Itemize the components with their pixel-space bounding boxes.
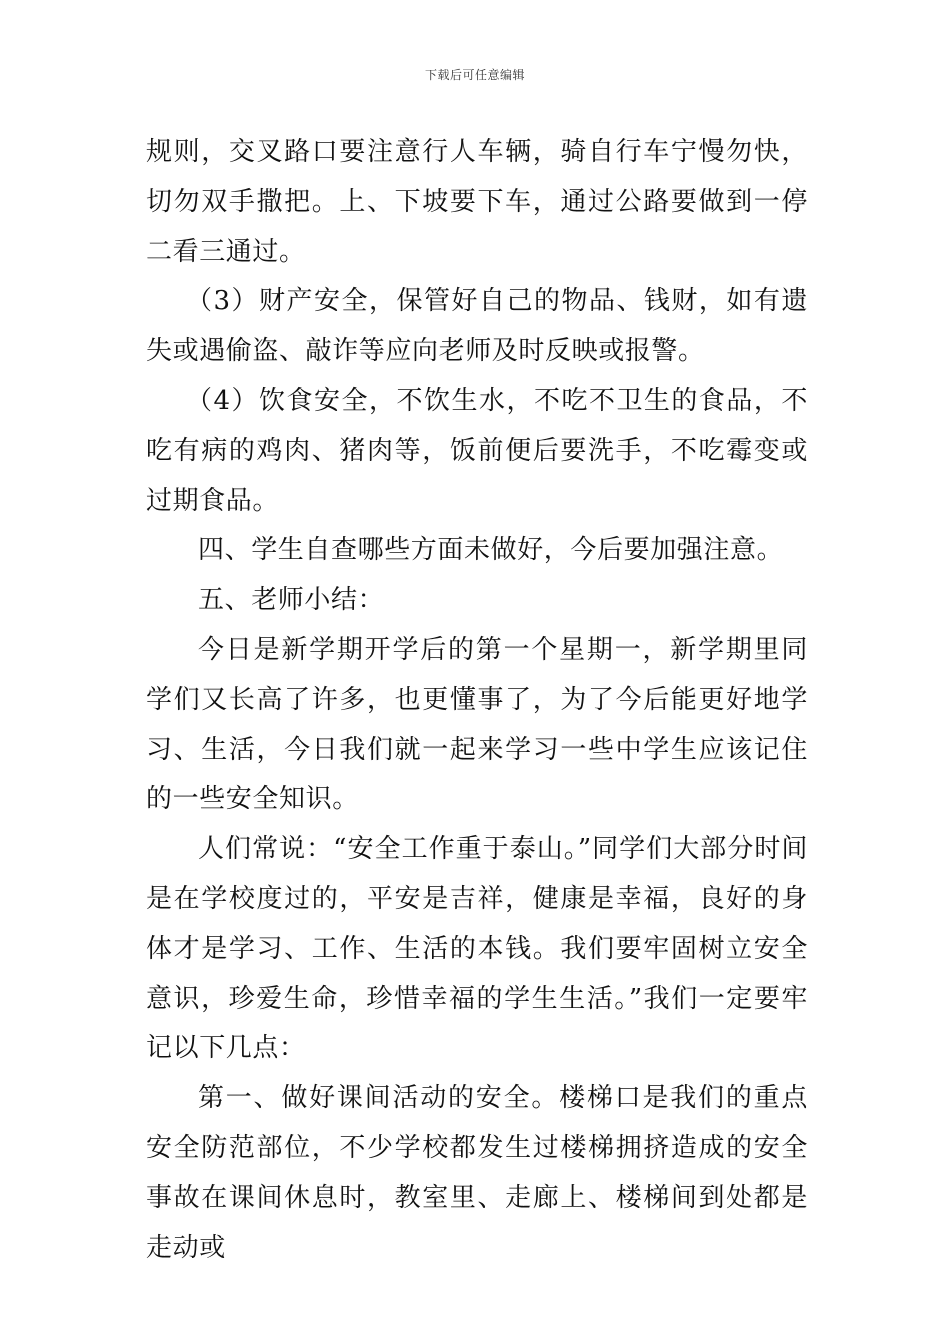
paragraph-3: （4）饮食安全，不饮生水，不吃不卫生的食品，不吃有病的鸡肉、猪肉等，饭前便后要洗手，不吃霉变或过期食品。 <box>146 385 808 516</box>
document-body <box>146 128 808 1273</box>
paragraph-7: 人们常说：“安全工作重于泰山。”同学们大部分时间是在学校度过的，平安是吉祥，健康是幸福，良好的身体才是学习、工作、生活的本钱。我们要牢固树立安全意识，珍爱生命，珍惜幸福的学生生活。”我们一定要牢记以下几点： <box>146 834 808 1064</box>
paragraph-5: 五、老师小结： <box>198 585 385 616</box>
paragraph-1: 规则，交叉路口要注意行人车辆，骑自行车宁慢勿快，切勿双手撒把。上、下坡要下车，通过公路要做到一停二看三通过。 <box>146 137 808 267</box>
paragraph-6: 今日是新学期开学后的第一个星期一，新学期里同学们又长高了许多，也更懂事了，为了今后能更好地学习、生活，今日我们就一起来学习一些中学生应该记住的一些安全知识。 <box>146 634 808 815</box>
paragraph-2: （3）财产安全，保管好自己的物品、钱财，如有遗失或遇偷盗、敲诈等应向老师及时反映或报警。 <box>146 286 808 367</box>
paragraph-4: 四、学生自查哪些方面未做好，今后要加强注意。 <box>198 535 784 566</box>
paragraph-8: 第一、做好课间活动的安全。楼梯口是我们的重点安全防范部位，不少学校都发生过楼梯拥挤造成的安全事故在课间休息时，教室里、走廊上、楼梯间到处都是走动或 <box>146 1083 808 1263</box>
page-header: 下载后可任意编辑 <box>424 68 525 82</box>
